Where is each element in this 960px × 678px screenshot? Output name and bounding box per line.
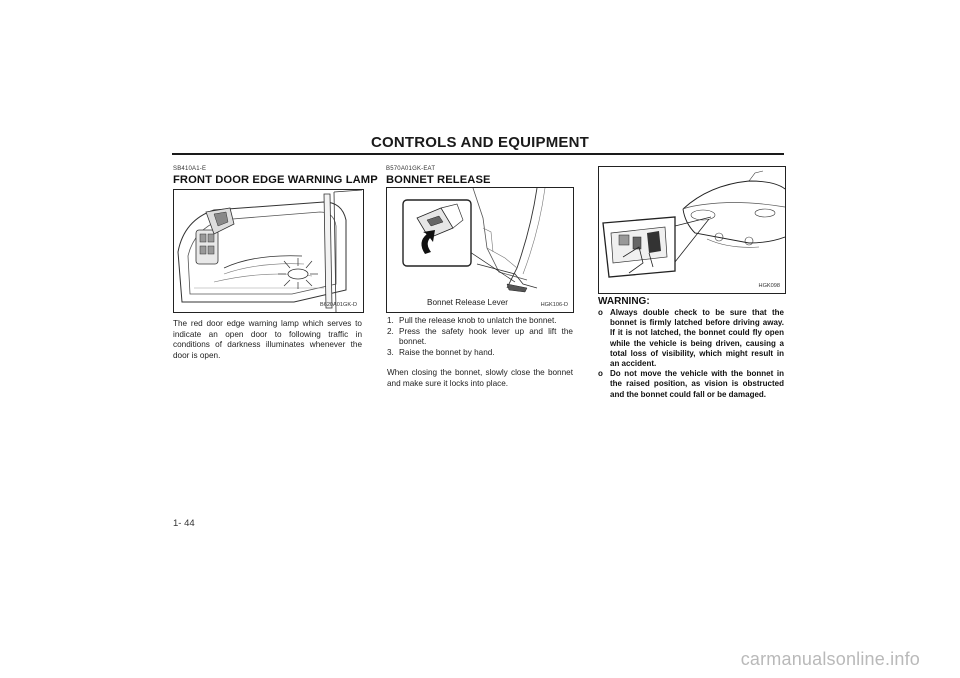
warning-title: WARNING:	[598, 296, 650, 307]
door-illustration	[174, 190, 363, 312]
middle-section-heading: BONNET RELEASE	[386, 174, 491, 186]
left-section-heading: FRONT DOOR EDGE WARNING LAMP	[173, 174, 378, 186]
step-item: 1. Pull the release knob to unlatch the bonnet.	[387, 316, 557, 325]
bonnet-release-steps	[387, 316, 573, 358]
middle-section-code: B570A01GK-EAT	[386, 166, 436, 172]
header-rule	[172, 153, 784, 155]
right-figure-code: HGK098	[758, 283, 780, 289]
page-number: 1- 44	[173, 518, 195, 529]
step-item: 2. Press the safety hook lever up and lift the bonnet.	[387, 326, 573, 347]
left-figure-code: B620A01GK-D	[319, 302, 357, 308]
warning-item: o Always double check to be sure that the bonnet is firmly latched before driving away. If it is not latched, the bonnet could fly open while the vehicle is being driven, causing a total loss of visibility, which might result in an accident.	[598, 308, 784, 369]
warning-list	[598, 308, 784, 400]
page-title: CONTROLS AND EQUIPMENT	[370, 134, 589, 151]
car-front-illustration	[599, 167, 785, 293]
bonnet-release-lever-label: Bonnet Release Lever	[427, 298, 509, 307]
bonnet-release-figure	[386, 187, 574, 313]
door-edge-lamp-figure	[173, 189, 364, 313]
warning-item: o Do not move the vehicle with the bonnet in the raised position, as vision is obstructed and the bonnet could fall or be damaged.	[598, 369, 784, 399]
bonnet-release-illustration	[387, 188, 573, 312]
bonnet-latch-figure	[598, 166, 786, 294]
bonnet-closing-text: When closing the bonnet, slowly close the bonnet and make sure it locks into place.	[387, 368, 573, 388]
step-item: 3. Raise the bonnet by hand.	[387, 347, 495, 357]
left-section-body: The red door edge warning lamp which serves to indicate an open door to following traffic in conditions of darkness illuminates whenever the door is open.	[173, 319, 362, 360]
left-section-code: SB410A1-E	[173, 166, 207, 172]
middle-figure-code: HGK106-D	[540, 302, 568, 308]
watermark: carmanualsonline.info	[740, 649, 920, 669]
